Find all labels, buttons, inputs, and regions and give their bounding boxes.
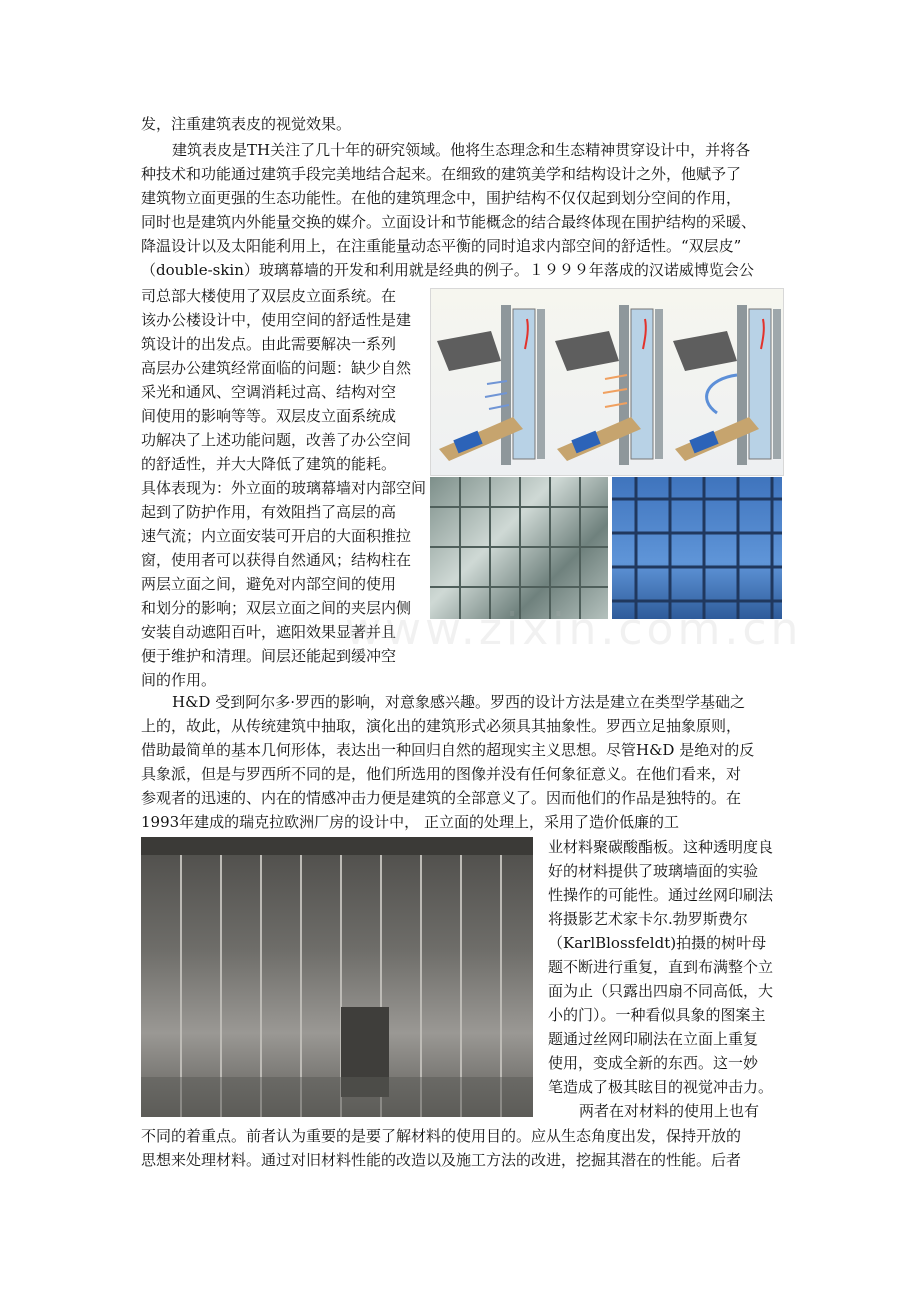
text-line: 使用，变成全新的东西。这一妙 [548,1054,759,1072]
factory-facade-photo [141,837,533,1117]
diagram-panel-2 [555,305,663,465]
text-line: 上的，故此，从传统建筑中抽取，演化出的建筑形式必须具其抽象性。罗西立足抽象原则， [141,717,742,735]
text-line: 便于维护和清理。间层还能起到缓冲空 [141,647,397,665]
text-line: 建筑表皮是TH关注了几十年的研究领域。他将生态理念和生态精神贯穿设计中，并将各 [172,141,751,159]
text-line: 笔造成了极其眩目的视觉冲击力。 [548,1078,774,1096]
text-line: 发，注重建筑表皮的视觉效果。 [141,115,352,133]
text-line: 题通过丝网印刷法在立面上重复 [548,1030,759,1048]
text-line: 1993年建成的瑞克拉欧洲厂房的设计中， 正立面的处理上，采用了造价低廉的工 [141,813,679,831]
text-line: 好的材料提供了玻璃墙面的实验 [548,862,759,880]
text-line: 该办公楼设计中，使用空间的舒适性是建 [141,311,412,329]
text-line: 和划分的影响；双层立面之间的夹层内侧 [141,599,412,617]
text-line: H&D 受到阿尔多·罗西的影响，对意象感兴趣。罗西的设计方法是建立在类型学基础之 [172,693,745,711]
text-line: 起到了防护作用，有效阻挡了高层的高 [141,503,397,521]
text-line: （double-skin）玻璃幕墙的开发和利用就是经典的例子。１９９９年落成的汉诺威博览会公 [141,261,754,279]
text-line: 面为止（只露出四扇不同高低，大 [548,982,774,1000]
text-line: 高层办公建筑经常面临的问题：缺少自然 [141,359,412,377]
text-line: 两层立面之间，避免对内部空间的使用 [141,575,397,593]
text-line: 种技术和功能通过建筑手段完美地结合起来。在细致的建筑美学和结构设计之外，他赋予了 [141,165,742,183]
diagram-panel-3 [673,305,781,465]
text-line: 速气流；内立面安装可开启的大面积推拉 [141,527,412,545]
text-line: 功解决了上述功能问题，改善了办公空间 [141,431,412,449]
facade-photo-green [430,477,608,619]
facade-grid [430,477,608,619]
diagram-illustration [431,289,783,475]
text-line: （KarlBlossfeldt)拍摄的树叶母 [548,934,767,952]
text-line: 小的门）。一种看似具象的图案主 [548,1006,766,1024]
facade-grid [612,477,782,619]
text-line: 采光和通风、空调消耗过高、结构对空 [141,383,397,401]
factory-facade-illustration [141,837,533,1117]
text-line: 思想来处理材料。通过对旧材料性能的改造以及施工方法的改进，挖掘其潜在的性能。后者 [141,1151,742,1169]
text-line: 题不断进行重复，直到布满整个立 [548,958,774,976]
text-line: 筑设计的出发点。由此需要解决一系列 [141,335,397,353]
text-line: 同时也是建筑内外能量交换的媒介。立面设计和节能概念的结合最终体现在围护结构的采暖、 [141,213,757,231]
text-line: 安装自动遮阳百叶，遮阳效果显著并且 [141,623,397,641]
diagram-panel-1 [437,305,545,465]
text-line: 间的作用。 [141,671,217,689]
text-line: 不同的着重点。前者认为重要的是要了解材料的使用目的。应从生态角度出发，保持开放的 [141,1127,742,1145]
watermark: www.zixin.com.cn [345,604,803,655]
text-line: 窗，使用者可以获得自然通风；结构柱在 [141,551,412,569]
text-line: 司总部大楼使用了双层皮立面系统。在 [141,287,397,305]
text-line: 具体表现为：外立面的玻璃幕墙对内部空间 [141,479,427,497]
double-skin-diagram [430,288,784,476]
text-line: 两者在对材料的使用上也有 [579,1102,760,1120]
text-line: 将摄影艺术家卡尔.勃罗斯费尔 [548,910,748,928]
text-line: 业材料聚碳酸酯板。这种透明度良 [548,838,774,856]
text-line: 借助最简单的基本几何形体，表达出一种回归自然的超现实主义思想。尽管H&D 是绝对的反 [141,741,755,759]
text-line: 建筑物立面更强的生态功能性。在他的建筑理念中，围护结构不仅仅起到划分空间的作用， [141,189,742,207]
facade-photo-blue [612,477,782,619]
text-line: 的舒适性，并大大降低了建筑的能耗。 [141,455,397,473]
text-line: 降温设计以及太阳能利用上，在注重能量动态平衡的同时追求内部空间的舒适性。“双层皮” [141,237,742,255]
text-line: 具象派，但是与罗西所不同的是，他们所选用的图像并没有任何象征意义。在他们看来，对 [141,765,742,783]
text-line: 性操作的可能性。通过丝网印刷法 [548,886,774,904]
text-line: 间使用的影响等等。双层皮立面系统成 [141,407,397,425]
text-line: 参观者的迅速的、内在的情感冲击力便是建筑的全部意义了。因而他们的作品是独特的。在 [141,789,742,807]
